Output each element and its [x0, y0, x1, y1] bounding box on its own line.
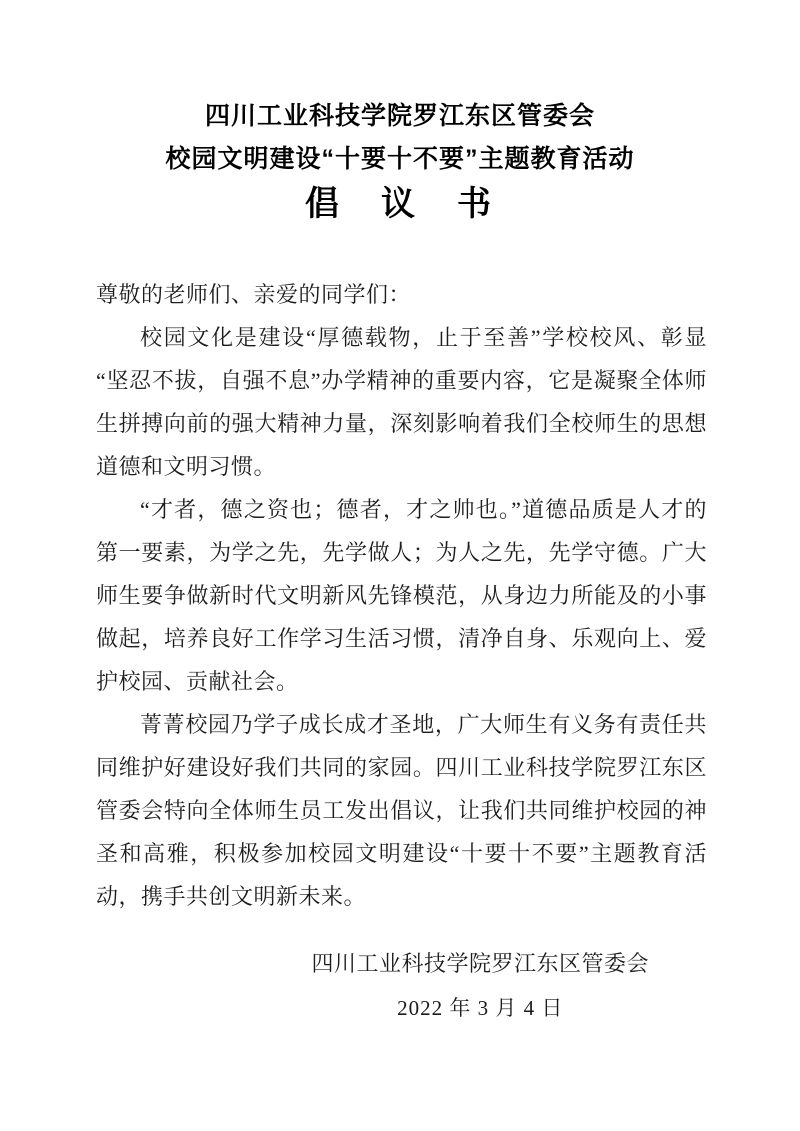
- salutation: 尊敬的老师们、亲爱的同学们：: [96, 282, 412, 307]
- body-paragraph-2: “才者，德之资也；德者，才之帅也。”道德品质是人才的第一要素，为学之先，先学做人；为人之先，先学守德。广大师生要争做新时代文明新风先锋模范，从身边力所能及的小事做起，培养良好工作学习生活习惯，清净自身、乐观向上、爱护校园、贡献社会。: [96, 497, 707, 694]
- document-title-block: [0, 0, 800, 228]
- document-body: [96, 273, 707, 918]
- signature-inner: [311, 941, 649, 1031]
- title-line-3: 倡 议 书: [305, 185, 495, 223]
- signature-date: 2022 年 3 月 4 日: [397, 996, 564, 1020]
- body-paragraph-3: 菁菁校园乃学子成长成才圣地，广大师生有义务有责任共同维护好建设好我们共同的家园。四川工业科技学院罗江东区管委会特向全体师生员工发出倡议，让我们共同维护校园的神圣和高雅，积极参加校园文明建设“十要十不要”主题教育活动，携手共创文明新未来。: [96, 712, 707, 909]
- title-line-2: 校园文明建设“十要十不要”主题教育活动: [165, 145, 635, 173]
- body-paragraph-1: 校园文化是建设“厚德载物，止于至善”学校校风、彰显“坚忍不拔，自强不息”办学精神的重要内容，它是凝聚全体师生拼搏向前的强大精神力量，深刻影响着我们全校师生的思想道德和文明习惯。: [96, 325, 707, 479]
- signature-block: [0, 941, 800, 1031]
- title-line-1: 四川工业科技学院罗江东区管委会: [204, 102, 595, 130]
- signature-organization: 四川工业科技学院罗江东区管委会: [311, 951, 649, 976]
